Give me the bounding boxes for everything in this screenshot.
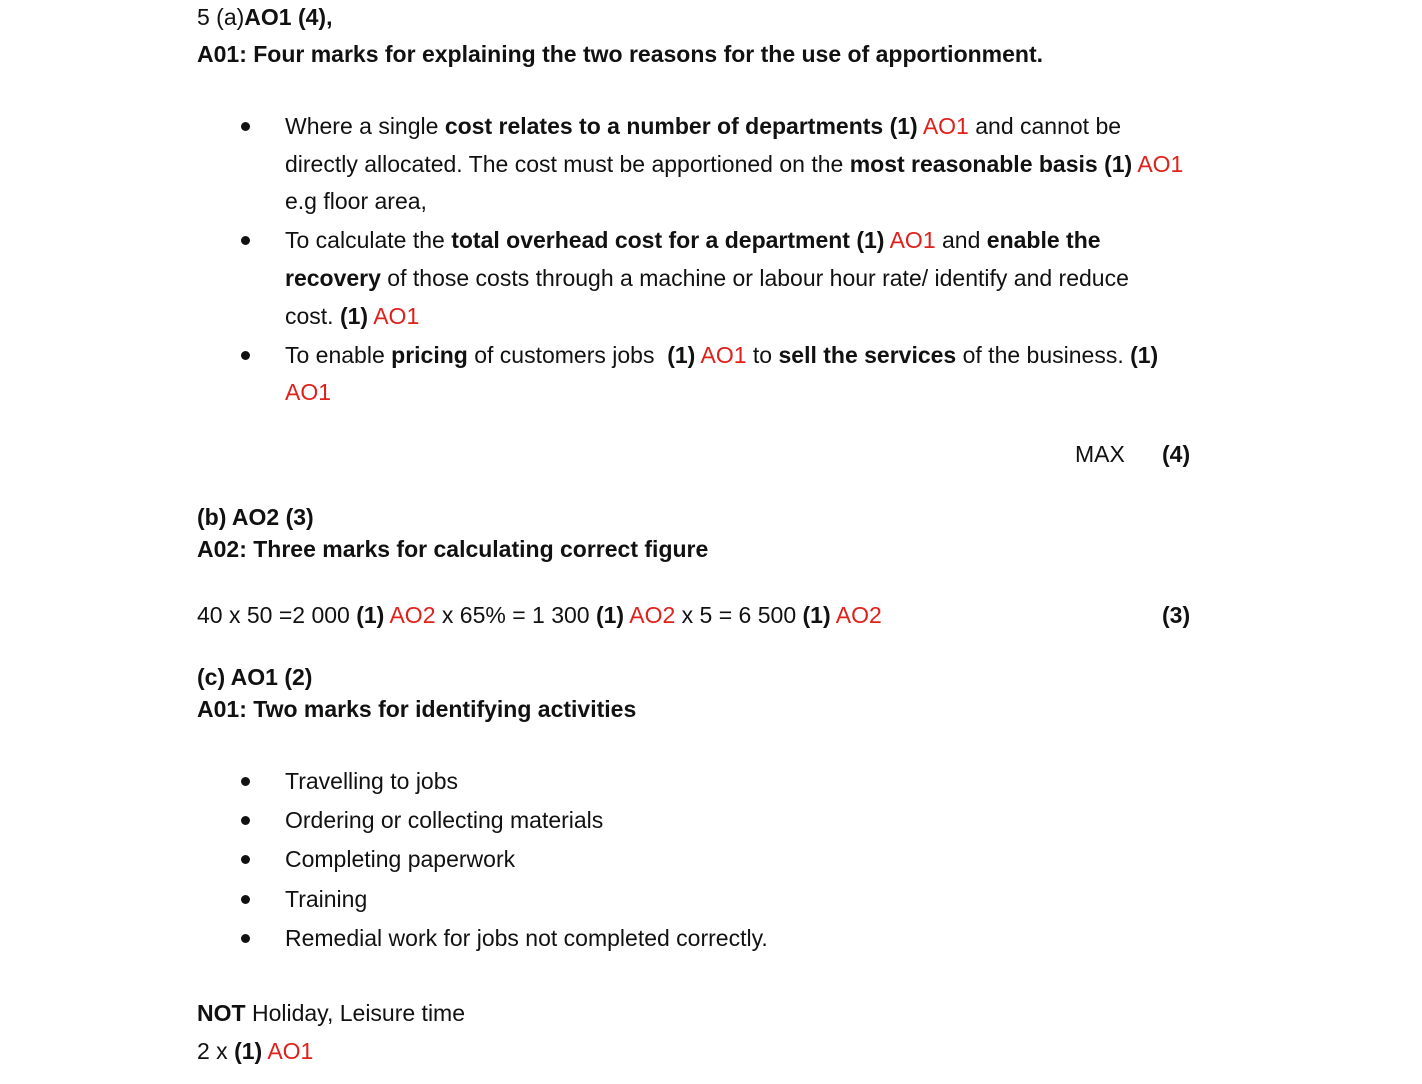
part-a-subheading: A01: Four marks for explaining the two reasons for the use of apportionment. bbox=[197, 41, 1044, 67]
award-line bbox=[197, 1037, 313, 1065]
text: of customers jobs bbox=[467, 342, 668, 368]
bullet-icon bbox=[241, 351, 250, 360]
part-b-heading: (b) AO2 (3) bbox=[197, 504, 314, 530]
text-bold: (1) bbox=[339, 303, 369, 329]
text-bold: (1) bbox=[595, 602, 625, 628]
list-item: Travelling to jobs bbox=[285, 768, 459, 794]
text-bold: cost relates to a number of departments (1) bbox=[444, 113, 918, 139]
text: To calculate the bbox=[285, 227, 452, 253]
ao-tag: AO1 bbox=[695, 342, 747, 368]
text: to bbox=[746, 342, 779, 368]
bullet1-line3: e.g floor area, bbox=[285, 188, 427, 214]
part-b-subheading: A02: Three marks for calculating correct figure bbox=[197, 536, 709, 562]
list-item: Completing paperwork bbox=[285, 846, 516, 872]
text: of the business. bbox=[956, 342, 1131, 368]
bullet2-line2 bbox=[285, 264, 1129, 292]
max-label: MAX bbox=[1075, 441, 1125, 467]
text-bold: (1) bbox=[234, 1038, 263, 1064]
text: Where a single bbox=[285, 113, 445, 139]
list-item: Training bbox=[285, 886, 368, 912]
text: To enable bbox=[285, 342, 392, 368]
ao-tag: AO1 bbox=[262, 1038, 314, 1064]
text-bold: enable the bbox=[986, 227, 1101, 253]
part-b-calculation bbox=[197, 601, 882, 629]
text-bold: pricing bbox=[391, 342, 468, 368]
ao-tag: AO2 bbox=[384, 602, 436, 628]
ao-tag: AO2 bbox=[830, 602, 882, 628]
text-bold: total overhead cost for a department (1) bbox=[451, 227, 885, 253]
text: x 65% = 1 300 bbox=[435, 602, 596, 628]
bullet1-line2 bbox=[285, 150, 1183, 178]
text: x 5 = 6 500 bbox=[675, 602, 803, 628]
not-label: NOT bbox=[197, 1000, 246, 1026]
bullet2-line1 bbox=[285, 226, 1101, 254]
part-a-ao: AO1 (4), bbox=[244, 4, 333, 30]
text-bold: (1) bbox=[667, 342, 696, 368]
text: and bbox=[935, 227, 987, 253]
part-c-subheading: A01: Two marks for identifying activities bbox=[197, 696, 637, 722]
bullet2-line3 bbox=[285, 302, 419, 330]
part-b-marks: (3) bbox=[1162, 602, 1191, 628]
part-a-heading bbox=[197, 3, 332, 31]
bullet-icon bbox=[241, 855, 250, 864]
bullet-icon bbox=[241, 816, 250, 825]
text: of those costs through a machine or labour hour rate/ identify and reduce bbox=[380, 265, 1129, 291]
text: cost. bbox=[285, 303, 340, 329]
ao-tag: AO1 bbox=[917, 113, 969, 139]
text-bold: recovery bbox=[285, 265, 381, 291]
ao-tag: AO1 bbox=[884, 227, 936, 253]
part-a-prefix: 5 (a) bbox=[197, 4, 245, 30]
text: directly allocated. The cost must be apportioned on the bbox=[285, 151, 850, 177]
bullet1-line1 bbox=[285, 112, 1121, 140]
bullet-icon bbox=[241, 895, 250, 904]
text-bold: (1) bbox=[356, 602, 385, 628]
bullet-icon bbox=[241, 777, 250, 786]
text: 40 x 50 =2 000 bbox=[197, 602, 357, 628]
list-item: Ordering or collecting materials bbox=[285, 807, 604, 833]
ao-tag: AO1 bbox=[1132, 151, 1184, 177]
bullet-icon bbox=[241, 236, 250, 245]
text: 2 x bbox=[197, 1038, 235, 1064]
not-line bbox=[197, 999, 465, 1027]
bullet-icon bbox=[241, 122, 250, 131]
ao-tag: AO2 bbox=[624, 602, 676, 628]
bullet3-line1 bbox=[285, 341, 1158, 369]
bullet-icon bbox=[241, 934, 250, 943]
text-bold: sell the services bbox=[778, 342, 957, 368]
bullet3-line2: AO1 bbox=[285, 379, 332, 405]
part-c-heading: (c) AO1 (2) bbox=[197, 664, 313, 690]
text-bold: (1) bbox=[1130, 342, 1159, 368]
text: and cannot be bbox=[968, 113, 1122, 139]
ao-tag: AO1 bbox=[368, 303, 420, 329]
max-value: (4) bbox=[1162, 441, 1191, 467]
text-bold: (1) bbox=[802, 602, 831, 628]
text: Holiday, Leisure time bbox=[245, 1000, 466, 1026]
text-bold: most reasonable basis (1) bbox=[849, 151, 1133, 177]
list-item: Remedial work for jobs not completed correctly. bbox=[285, 925, 768, 951]
